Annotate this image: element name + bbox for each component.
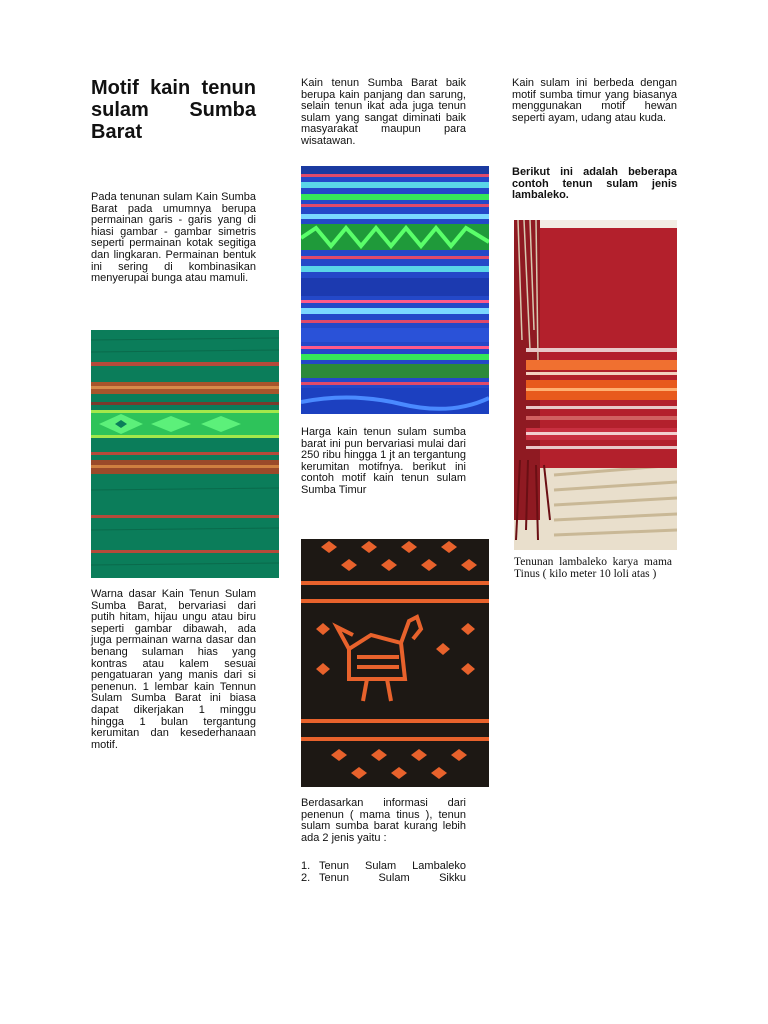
list-number: 2. (301, 871, 311, 884)
rooster-textile-photo (301, 539, 489, 787)
page-title: Motif kain tenun sulam Sumba Barat (91, 77, 256, 143)
green-textile-photo (91, 330, 279, 578)
photo-caption: Tenunan lambaleko karya mama Tinus ( kilo meter 10 loli atas ) (514, 556, 672, 580)
list-text: Tenun Sulam Sikku (319, 871, 466, 884)
blue-textile-photo (301, 166, 489, 414)
lambaleko-textile-photo (514, 220, 677, 550)
lambaleko-intro: Berikut ini adalah beberapa contoh tenun sulam jenis lambaleko. (512, 166, 677, 202)
list-item (301, 873, 466, 885)
intro-paragraph: Pada tenunan sulam Kain Sumba Barat pada umumnya berupa permainan garis - garis yang di hiasi gambar - gambar simetris seperti permainan kotak segitiga dan lingkaran. Permainan bentuk ini sering di kombinasikan menyerupai bunga atau mamuli. (91, 191, 256, 285)
types-list (301, 861, 466, 884)
list-number: 1. (301, 860, 311, 872)
col3-paragraph-1: Kain sulam ini berbeda dengan motif sumba timur yang biasanya menggunakan motif hewan seperti ayam, udang atau kuda. (512, 77, 677, 124)
col2-paragraph-1: Kain tenun Sumba Barat baik berupa kain panjang dan sarung, selain tenun ikat ada juga tenun sulam yang sangat diminati baik masyarakat maupun para wisatawan. (301, 77, 466, 147)
color-paragraph: Warna dasar Kain Tenun Sulam Sumba Barat, bervariasi dari putih hitam, hijau ungu atau biru seperti gambar dibawah, ada juga permainan warna dasar dan benang sulaman hias yang kontras atau kalem sesuai pengatuaran yang manis dari si penenun. 1 lembar kain Tennun Sulam Sumba Barat ini biasa dapat dikerjakan 1 minggu hingga 1 bulan tergantung kerumitan dan kesederhanaan motif. (91, 588, 256, 751)
types-paragraph: Berdasarkan informasi dari penenun ( mama tinus ), tenun sulam sumba barat kurang lebih ada 2 jenis yaitu : (301, 797, 466, 844)
list-text: Tenun Sulam Lambaleko (319, 860, 466, 872)
price-paragraph: Harga kain tenun sulam sumba barat ini pun bervariasi mulai dari 250 ribu hingga 1 jt an tergantung kerumitan motifnya. berikut ini contoh motif kain tenun sulam Sumba Timur (301, 426, 466, 496)
list-item (301, 861, 466, 873)
